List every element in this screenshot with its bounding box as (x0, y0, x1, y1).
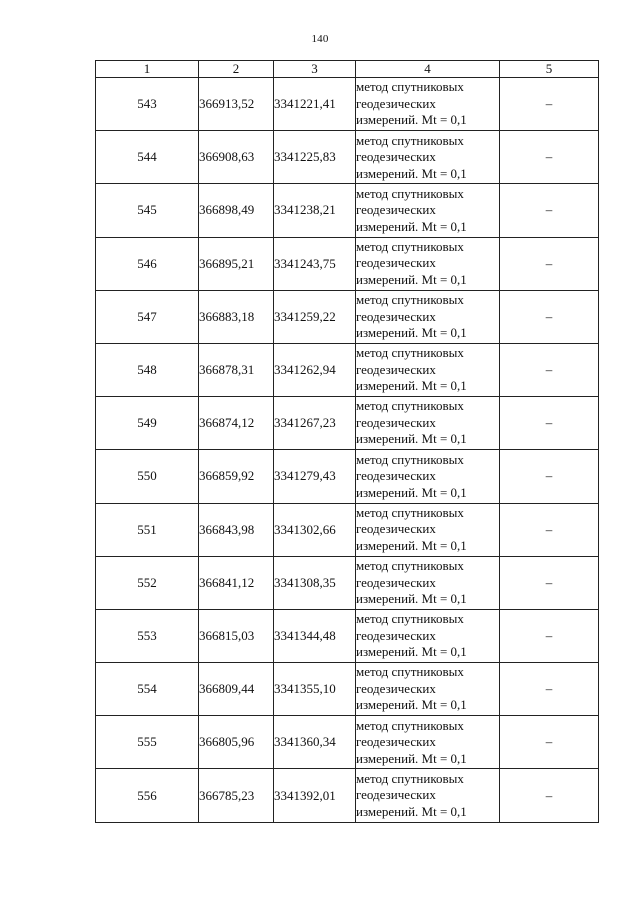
method-line-1: метод спутниковых (356, 558, 464, 574)
x-coordinate: 366815,03 (199, 609, 274, 662)
table-row (96, 663, 599, 716)
x-coordinate: 366898,49 (199, 184, 274, 237)
x-coordinate: 366785,23 (199, 769, 274, 822)
table-row (96, 450, 599, 503)
method-line-3: измерений. Mt = 0,1 (356, 431, 467, 447)
method-line-3: измерений. Mt = 0,1 (356, 218, 467, 234)
table-row (96, 343, 599, 396)
table-row (96, 184, 599, 237)
x-coordinate: 366874,12 (199, 397, 274, 450)
table-row (96, 769, 599, 822)
method-line-1: метод спутниковых (356, 504, 464, 520)
x-coordinate: 366841,12 (199, 556, 274, 609)
note-dash: – (500, 78, 599, 131)
y-coordinate: 3341243,75 (274, 237, 356, 290)
point-number: 553 (96, 609, 199, 662)
method-cell (356, 556, 500, 609)
method-cell (356, 237, 500, 290)
table-row (96, 556, 599, 609)
method-line-2: геодезических (356, 627, 436, 643)
y-coordinate: 3341392,01 (274, 769, 356, 822)
point-number: 545 (96, 184, 199, 237)
note-dash: – (500, 769, 599, 822)
note-dash: – (500, 343, 599, 396)
method-line-2: геодезических (356, 787, 436, 803)
page-number: 140 (311, 33, 329, 45)
point-number: 543 (96, 78, 199, 131)
method-line-3: измерений. Mt = 0,1 (356, 325, 467, 341)
note-dash: – (500, 663, 599, 716)
y-coordinate: 3341221,41 (274, 78, 356, 131)
table-row (96, 716, 599, 769)
y-coordinate: 3341344,48 (274, 609, 356, 662)
note-dash: – (500, 450, 599, 503)
table-row (96, 290, 599, 343)
note-dash: – (500, 503, 599, 556)
x-coordinate: 366908,63 (199, 131, 274, 184)
coordinates-table (95, 60, 599, 823)
method-line-1: метод спутниковых (356, 611, 464, 627)
method-line-1: метод спутниковых (356, 451, 464, 467)
note-dash: – (500, 131, 599, 184)
method-cell (356, 78, 500, 131)
method-cell (356, 450, 500, 503)
point-number: 552 (96, 556, 199, 609)
method-cell (356, 503, 500, 556)
table-row (96, 237, 599, 290)
method-line-1: метод спутниковых (356, 664, 464, 680)
table-row (96, 131, 599, 184)
note-dash: – (500, 290, 599, 343)
note-dash: – (500, 609, 599, 662)
method-line-3: измерений. Mt = 0,1 (356, 484, 467, 500)
method-line-1: метод спутниковых (356, 185, 464, 201)
point-number: 550 (96, 450, 199, 503)
method-line-3: измерений. Mt = 0,1 (356, 697, 467, 713)
point-number: 551 (96, 503, 199, 556)
method-cell (356, 184, 500, 237)
table-header (96, 61, 599, 78)
x-coordinate: 366809,44 (199, 663, 274, 716)
method-line-2: геодезических (356, 468, 436, 484)
x-coordinate: 366913,52 (199, 78, 274, 131)
method-line-2: геодезических (356, 95, 436, 111)
method-cell (356, 716, 500, 769)
point-number: 549 (96, 397, 199, 450)
method-line-3: измерений. Mt = 0,1 (356, 537, 467, 553)
method-line-2: геодезических (356, 414, 436, 430)
table-row (96, 78, 599, 131)
method-cell (356, 663, 500, 716)
method-line-1: метод спутниковых (356, 770, 464, 786)
method-line-2: геодезических (356, 255, 436, 271)
method-line-3: измерений. Mt = 0,1 (356, 271, 467, 287)
note-dash: – (500, 716, 599, 769)
method-cell (356, 131, 500, 184)
method-line-2: геодезических (356, 574, 436, 590)
y-coordinate: 3341262,94 (274, 343, 356, 396)
y-coordinate: 3341360,34 (274, 716, 356, 769)
header-col-4: 4 (356, 61, 500, 78)
point-number: 546 (96, 237, 199, 290)
table-row (96, 503, 599, 556)
method-line-3: измерений. Mt = 0,1 (356, 112, 467, 128)
method-line-3: измерений. Mt = 0,1 (356, 644, 467, 660)
method-line-1: метод спутниковых (356, 79, 464, 95)
method-cell (356, 397, 500, 450)
method-cell (356, 769, 500, 822)
note-dash: – (500, 556, 599, 609)
point-number: 547 (96, 290, 199, 343)
method-line-2: геодезических (356, 149, 436, 165)
y-coordinate: 3341267,23 (274, 397, 356, 450)
method-line-2: геодезических (356, 361, 436, 377)
method-line-2: геодезических (356, 202, 436, 218)
method-line-1: метод спутниковых (356, 292, 464, 308)
x-coordinate: 366895,21 (199, 237, 274, 290)
method-cell (356, 290, 500, 343)
method-line-3: измерений. Mt = 0,1 (356, 165, 467, 181)
x-coordinate: 366843,98 (199, 503, 274, 556)
header-col-3: 3 (274, 61, 356, 78)
y-coordinate: 3341302,66 (274, 503, 356, 556)
x-coordinate: 366859,92 (199, 450, 274, 503)
method-line-3: измерений. Mt = 0,1 (356, 750, 467, 766)
x-coordinate: 366878,31 (199, 343, 274, 396)
y-coordinate: 3341355,10 (274, 663, 356, 716)
method-cell (356, 343, 500, 396)
method-cell (356, 609, 500, 662)
point-number: 544 (96, 131, 199, 184)
x-coordinate: 366805,96 (199, 716, 274, 769)
point-number: 556 (96, 769, 199, 822)
note-dash: – (500, 397, 599, 450)
point-number: 548 (96, 343, 199, 396)
y-coordinate: 3341238,21 (274, 184, 356, 237)
y-coordinate: 3341308,35 (274, 556, 356, 609)
method-line-1: метод спутниковых (356, 132, 464, 148)
header-col-5: 5 (500, 61, 599, 78)
method-line-3: измерений. Mt = 0,1 (356, 378, 467, 394)
header-row (96, 61, 599, 78)
method-line-1: метод спутниковых (356, 238, 464, 254)
method-line-1: метод спутниковых (356, 398, 464, 414)
table-row (96, 609, 599, 662)
method-line-2: геодезических (356, 680, 436, 696)
table-body (96, 78, 599, 823)
point-number: 554 (96, 663, 199, 716)
header-col-1: 1 (96, 61, 199, 78)
method-line-1: метод спутниковых (356, 717, 464, 733)
method-line-1: метод спутниковых (356, 345, 464, 361)
method-line-2: геодезических (356, 308, 436, 324)
note-dash: – (500, 237, 599, 290)
x-coordinate: 366883,18 (199, 290, 274, 343)
method-line-3: измерений. Mt = 0,1 (356, 591, 467, 607)
header-col-2: 2 (199, 61, 274, 78)
note-dash: – (500, 184, 599, 237)
y-coordinate: 3341279,43 (274, 450, 356, 503)
method-line-3: измерений. Mt = 0,1 (356, 803, 467, 819)
table-row (96, 397, 599, 450)
y-coordinate: 3341225,83 (274, 131, 356, 184)
method-line-2: геодезических (356, 734, 436, 750)
point-number: 555 (96, 716, 199, 769)
method-line-2: геодезических (356, 521, 436, 537)
y-coordinate: 3341259,22 (274, 290, 356, 343)
